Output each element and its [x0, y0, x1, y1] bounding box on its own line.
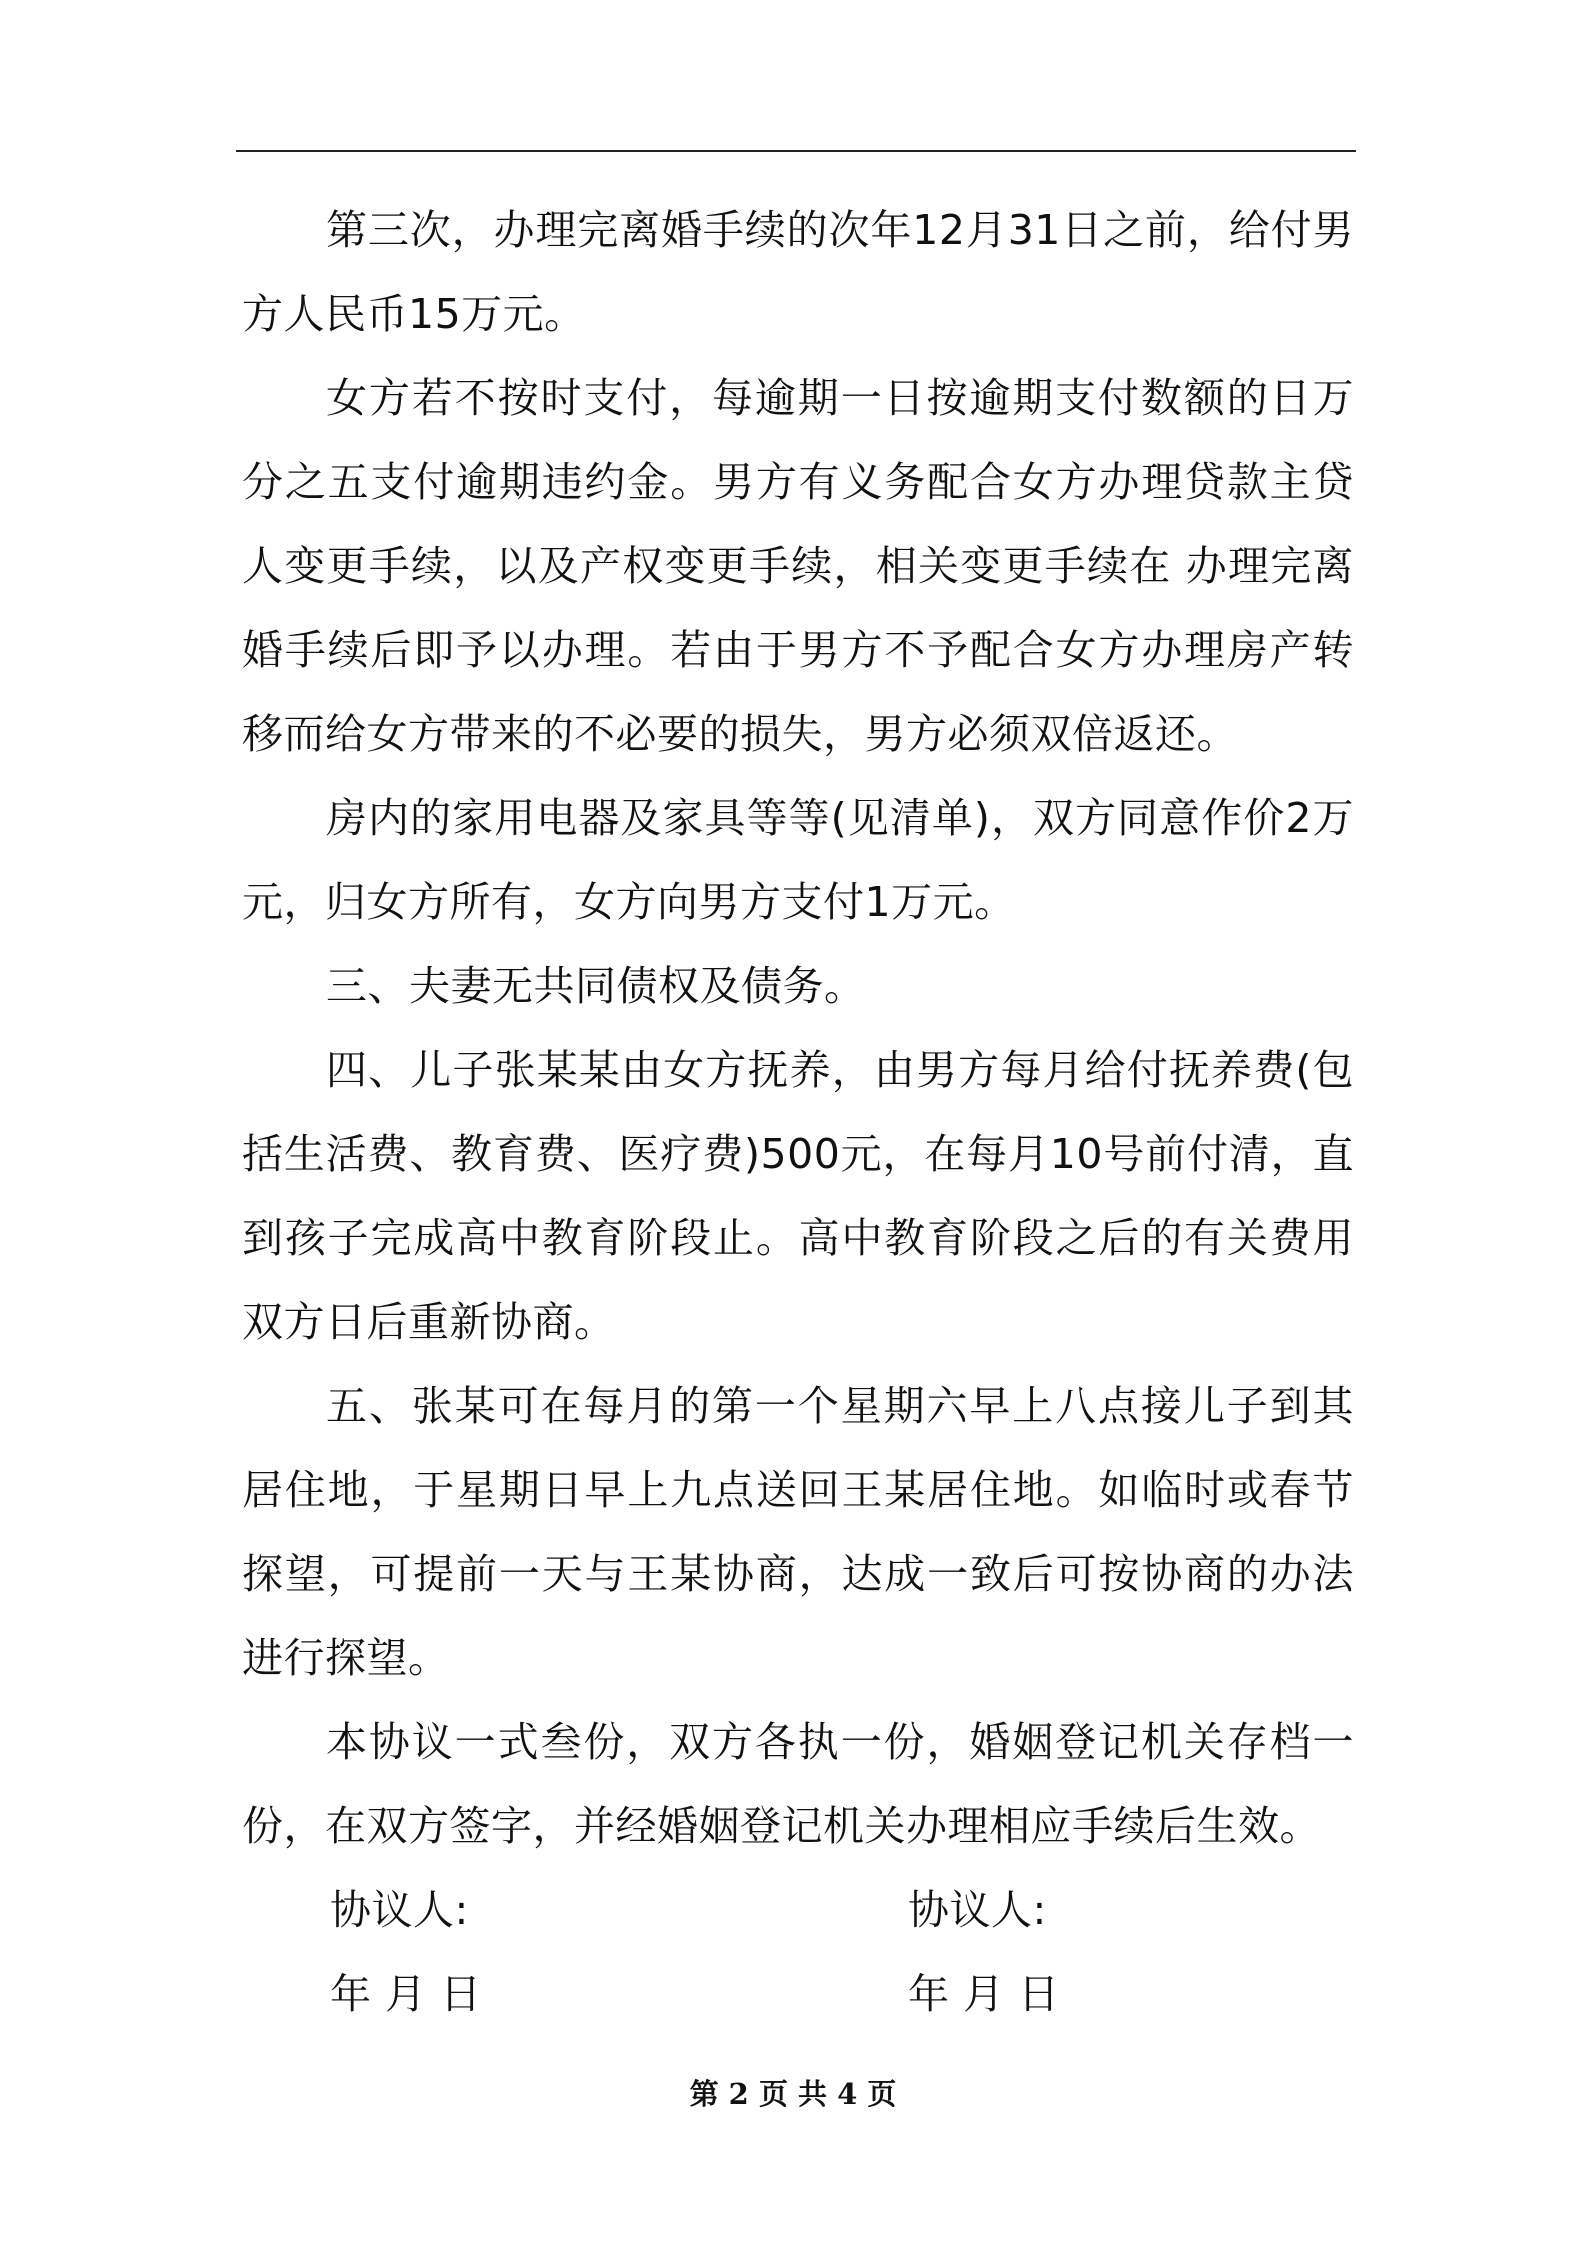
- paragraph-appliances: 房内的家用电器及家具等等(见清单)，双方同意作价2万元，归女方所有，女方向男方支付1万元。: [242, 794, 1354, 926]
- document-body: [242, 188, 1354, 2036]
- paragraph-visitation: 五、张某可在每月的第一个星期六早上八点接儿子到其居住地，于星期日早上九点送回王某居住地。如临时或春节探望，可提前一天与王某协商，达成一致后可按协商的办法进行探望。: [242, 1382, 1354, 1682]
- paragraph-third-payment: 第三次，办理完离婚手续的次年12月31日之前，给付男方人民币15万元。: [242, 206, 1354, 338]
- signatory-label-left: 协议人:: [330, 1886, 469, 1934]
- paragraph-effectiveness: 本协议一式叁份，双方各执一份，婚姻登记机关存档一份，在双方签字，并经婚姻登记机关办理相应手续后生效。: [242, 1718, 1354, 1850]
- paragraph-penalty: 女方若不按时支付，每逾期一日按逾期支付数额的日万分之五支付逾期违约金。男方有义务配合女方办理贷款主贷人变更手续，以及产权变更手续，相关变更手续在 办理完离婚手续后即予以办理。若由于男方不予配合女方办理房产转移而给女方带来的不必要的损失，男方必须双倍返还。: [242, 374, 1354, 758]
- header-rule: [236, 150, 1356, 152]
- paragraph-debts: 三、夫妻无共同债权及债务。: [326, 962, 866, 1010]
- date-row: [242, 1952, 1354, 2036]
- page-number: 第 2 页 共 4 页: [689, 2077, 897, 2111]
- signature-date-left: 年 月 日: [330, 1970, 482, 2018]
- signatory-label-right: 协议人:: [908, 1886, 1047, 1934]
- paragraph-custody: 四、儿子张某某由女方抚养，由男方每月给付抚养费(包括生活费、教育费、医疗费)500元，在每月10号前付清，直到孩子完成高中教育阶段止。高中教育阶段之后的有关费用双方日后重新协商。: [242, 1046, 1354, 1346]
- signature-date-right: 年 月 日: [908, 1970, 1060, 2018]
- signature-row: [242, 1868, 1354, 1952]
